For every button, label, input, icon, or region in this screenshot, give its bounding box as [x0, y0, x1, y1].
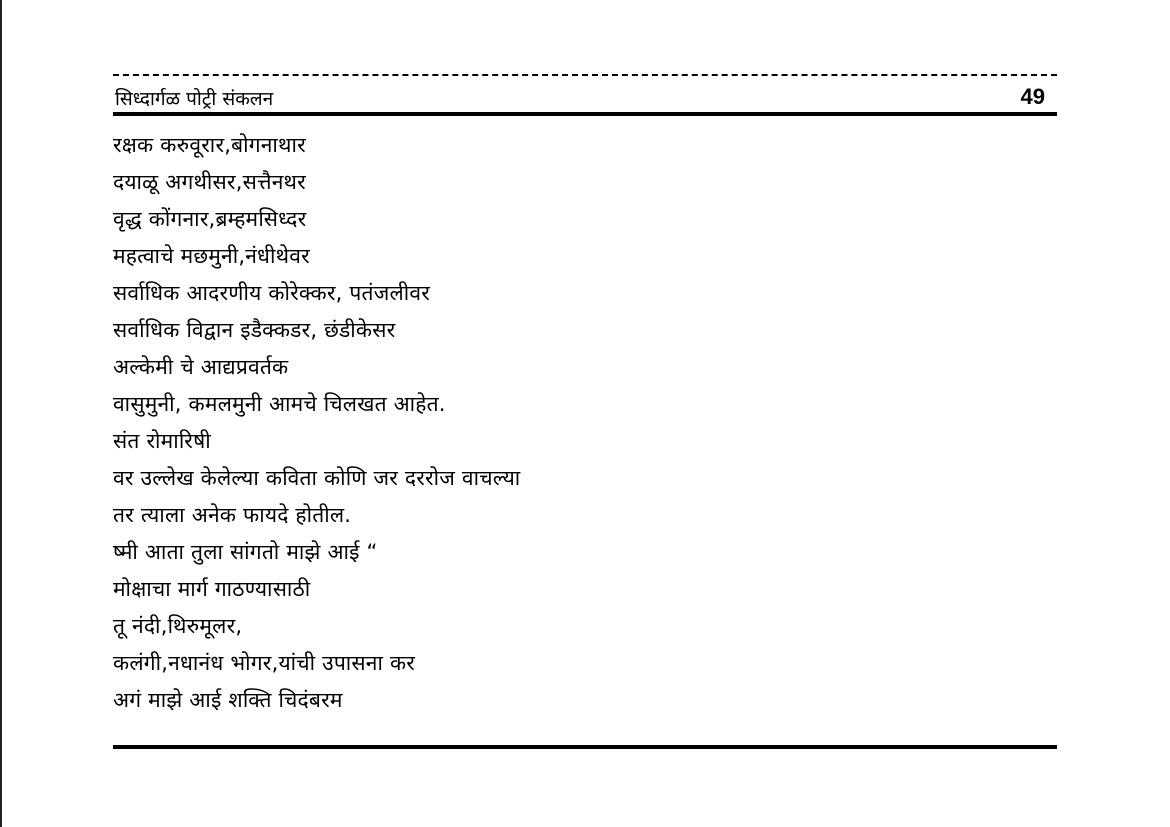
poem-text — [113, 127, 1053, 719]
page-number: 49 — [1020, 84, 1045, 109]
text-line: सर्वाधिक आदरणीय कोरेक्कर, पतंजलीवर — [113, 281, 431, 305]
page-left-edge — [0, 0, 2, 827]
text-line: सर्वाधिक विद्वान इडैक्कडर, छंडीकेसर — [113, 318, 396, 342]
text-line: वासुमुनी, कमलमुनी आमचे चिलखत आहेत. — [113, 392, 446, 416]
text-line: कलंगी,नधानंध भोगर,यांची उपासना कर — [113, 651, 416, 675]
text-line: दयाळू अगथीसर,सत्तैनथर — [113, 170, 306, 194]
text-line: संत रोमारिषी — [113, 429, 211, 453]
text-line: वृद्ध कोंगनार,ब्रम्हमसिध्दर — [113, 207, 307, 231]
text-line: मोक्षाचा मार्ग गाठण्यासाठी — [113, 577, 311, 601]
text-line: अगं माझे आई शक्ति चिदंबरम — [113, 688, 343, 712]
footer-rule — [113, 745, 1057, 749]
text-line: तू नंदी,थिरुमूलर, — [113, 614, 243, 638]
page-header — [113, 84, 1057, 112]
text-line: ष्मी आता तुला सांगतो माझे आई “ — [113, 540, 378, 564]
text-line: तर त्याला अनेक फायदे होतील. — [113, 503, 352, 527]
text-line: वर उल्लेख केलेल्या कविता कोणि जर दररोज वाचल्या — [113, 466, 521, 490]
text-line: अल्केमी चे आद्यप्रवर्तक — [113, 355, 289, 379]
text-line: महत्वाचे मछमुनी,नंधीथेवर — [113, 244, 310, 268]
header-title: सिध्दार्गळ पोट्री संकलन — [115, 88, 274, 110]
text-line: रक्षक करुवूरार,बोगनाथार — [113, 133, 306, 157]
dashed-top-rule — [113, 74, 1057, 76]
header-rule — [113, 112, 1057, 116]
